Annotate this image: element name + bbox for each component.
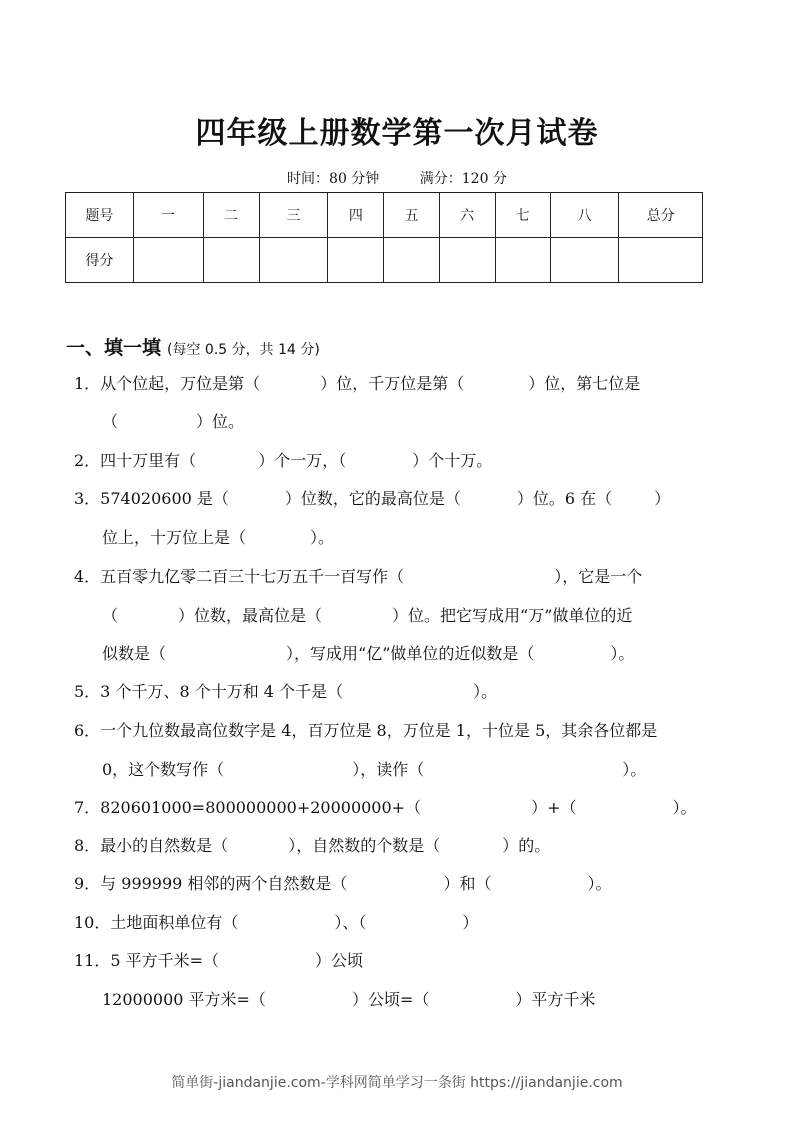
line-text: ）位。把它写成用“万”做单位的近 <box>392 606 633 625</box>
line-text: ），写成用“亿”做单位的近似数是（ <box>286 644 535 663</box>
score-cell <box>133 238 203 283</box>
question-line <box>74 489 734 509</box>
question-line <box>74 374 734 394</box>
score-cell <box>550 238 619 283</box>
header-cell: 一 <box>133 193 203 238</box>
question-line <box>74 567 734 587</box>
line-text: 6．一个九位数最高位数字是 4，百万位是 8，万位是 1，十位是 5，其余各位都是 <box>74 721 658 740</box>
line-text: 7．820601000=800000000+20000000+（ <box>74 798 422 817</box>
exam-info <box>0 168 794 188</box>
line-text: 1．从个位起，万位是第（ <box>74 374 261 393</box>
question-line <box>74 874 734 894</box>
line-text: ）。 <box>587 874 612 893</box>
question-line <box>102 644 762 664</box>
line-text: ）平方千米 <box>515 990 596 1009</box>
line-text: 9．与 999999 相邻的两个自然数是（ <box>74 874 348 893</box>
question-line <box>102 606 762 626</box>
header-cell: 总分 <box>619 193 703 238</box>
score-table-header-row <box>66 193 703 238</box>
line-text: ），它是一个 <box>554 567 643 586</box>
line-text: 4．五百零九亿零二百三十七万五千一百写作（ <box>74 567 405 586</box>
line-text: ）位。6 在（ <box>516 489 613 508</box>
question-line <box>102 528 762 548</box>
question-line <box>74 682 734 702</box>
line-text: 5．3 个千万、8 个十万和 4 个千是（ <box>74 682 344 701</box>
line-text: 3．574020600 是（ <box>74 489 229 508</box>
line-text: ）位，第七位是 <box>528 374 641 393</box>
header-cell: 三 <box>259 193 328 238</box>
line-text: ）。 <box>622 760 647 779</box>
header-cell: 题号 <box>66 193 134 238</box>
full-score: 满分：120 分 <box>419 171 507 187</box>
header-cell: 七 <box>495 193 550 238</box>
line-text: ）公顷 <box>315 951 364 970</box>
line-text: ）、（ <box>334 913 367 932</box>
line-text: ）个十万。 <box>412 451 493 470</box>
line-text: （ <box>102 606 119 625</box>
line-text: ），自然数的个数是（ <box>288 836 441 855</box>
question-line <box>74 836 734 856</box>
line-text: ）的。 <box>502 836 551 855</box>
score-cell <box>328 238 384 283</box>
section-heading <box>66 333 320 360</box>
line-text: 12000000 平方米=（ <box>102 990 266 1009</box>
line-text: 位上，十万位上是（ <box>102 528 247 547</box>
header-cell: 五 <box>384 193 439 238</box>
line-text: ）和（ <box>443 874 492 893</box>
line-text: ）位。 <box>196 412 245 431</box>
section-note: (每空 0.5 分，共 14 分) <box>167 342 320 358</box>
line-text: ） <box>462 913 479 932</box>
row-label-cell: 得分 <box>66 238 134 283</box>
header-cell: 四 <box>328 193 384 238</box>
question-line <box>74 721 734 741</box>
section-title: 一、填一填 <box>66 337 162 359</box>
line-text: ）位数，它的最高位是（ <box>284 489 461 508</box>
question-line <box>74 451 734 471</box>
line-text: 0，这个数写作（ <box>102 760 225 779</box>
score-cell <box>203 238 259 283</box>
header-cell: 六 <box>439 193 495 238</box>
line-text: 10．土地面积单位有（ <box>74 913 239 932</box>
score-cell <box>384 238 439 283</box>
question-line <box>102 990 762 1010</box>
time-limit: 时间：80 分钟 <box>287 171 380 187</box>
line-text: ）。 <box>473 682 498 701</box>
score-table-score-row <box>66 238 703 283</box>
score-table <box>65 192 703 283</box>
header-cell: 二 <box>203 193 259 238</box>
line-text: ）位，千万位是第（ <box>320 374 465 393</box>
score-cell <box>495 238 550 283</box>
question-line <box>74 951 734 971</box>
line-text: ）个一万，（ <box>258 451 347 470</box>
line-text: 8．最小的自然数是（ <box>74 836 229 855</box>
line-text: ）。 <box>610 644 635 663</box>
line-text: ）。 <box>310 528 335 547</box>
score-cell <box>619 238 703 283</box>
score-cell <box>259 238 328 283</box>
line-text: ）位数，最高位是（ <box>178 606 323 625</box>
page-footer: 简单街-jiandanjie.com-学科网简单学习一条街 https://jiandanjie.com <box>171 1075 623 1091</box>
line-text: 似数是（ <box>102 644 167 663</box>
question-line <box>74 798 734 818</box>
line-text: ），读作（ <box>352 760 425 779</box>
line-text: 11．5 平方千米=（ <box>74 951 220 970</box>
question-line <box>102 760 762 780</box>
line-text: ） <box>654 489 671 508</box>
exam-title: 四年级上册数学第一次月试卷 <box>195 116 599 151</box>
question-line <box>74 913 734 933</box>
score-cell <box>439 238 495 283</box>
header-cell: 八 <box>550 193 619 238</box>
question-line <box>102 412 762 432</box>
line-text: ）公顷=（ <box>351 990 430 1009</box>
line-text: 2．四十万里有（ <box>74 451 197 470</box>
line-text: ）。 <box>672 798 697 817</box>
line-text: ）+（ <box>531 798 577 817</box>
line-text: （ <box>102 412 119 431</box>
